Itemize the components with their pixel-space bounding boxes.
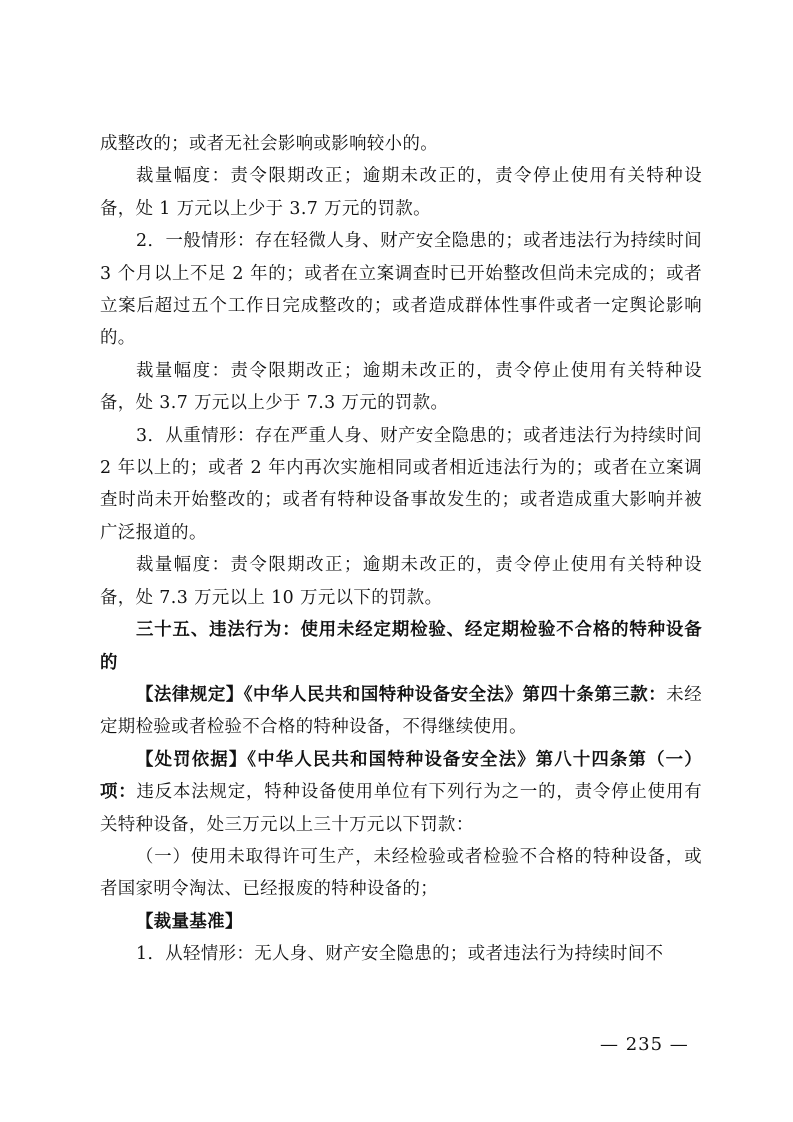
- paragraph: 2．一般情形：存在轻微人身、财产安全隐患的；或者违法行为持续时间 3 个月以上不足 2 年的；或者在立案调查时已开始整改但尚未完成的；或者立案后超过五个工作日完成整改的；或者造成群体性事件或者一定舆论影响的。: [100, 231, 708, 349]
- paragraph: 3．从重情形：存在严重人身、财产安全隐患的；或者违法行为持续时间 2 年以上的；或者 2 年内再次实施相同或者相近违法行为的；或者在立案调查时尚未开始整改的；或者有特种设备事故发生的；或者造成重大影响并被广泛报道的。: [100, 425, 708, 543]
- law-provision: [100, 679, 702, 744]
- penalty-label: 【处罚依据】《中华人民共和国特种设备安全法》第八十四条第（一）项：: [100, 749, 702, 803]
- standard-label: 【裁量基准】: [136, 911, 243, 932]
- law-text: 未经定期检验或者检验不合格的特种设备，不得继续使用。: [100, 684, 702, 738]
- document-body: [100, 128, 708, 971]
- page-number: — 235 —: [600, 1034, 689, 1055]
- paragraph: 裁量幅度：责令限期改正；逾期未改正的，责令停止使用有关特种设备，处 1 万元以上少于 3.7 万元的罚款。: [100, 166, 702, 219]
- paragraph: 成整改的；或者无社会影响或影响较小的。: [100, 134, 439, 154]
- paragraph: 1．从轻情形：无人身、财产安全隐患的；或者违法行为持续时间不: [136, 944, 664, 965]
- penalty-text: 违反本法规定，特种设备使用单位有下列行为之一的，责令停止使用有关特种设备，处三万元以上三十万元以下罚款：: [100, 782, 702, 835]
- law-label: 【法律规定】《中华人民共和国特种设备安全法》第四十条第三款：: [136, 684, 667, 705]
- paragraph: 裁量幅度：责令限期改正；逾期未改正的，责令停止使用有关特种设备，处 3.7 万元以上少于 7.3 万元的罚款。: [100, 360, 702, 414]
- penalty-basis: [100, 744, 702, 841]
- paragraph: 裁量幅度：责令限期改正；逾期未改正的，责令停止使用有关特种设备，处 7.3 万元以上 10 万元以下的罚款。: [100, 555, 702, 608]
- paragraph: （一）使用未取得许可生产，未经检验或者检验不合格的特种设备，或者国家明令淘汰、已经报废的特种设备的；: [100, 846, 702, 900]
- section-heading: 三十五、违法行为：使用未经定期检验、经定期检验不合格的特种设备的: [100, 620, 702, 673]
